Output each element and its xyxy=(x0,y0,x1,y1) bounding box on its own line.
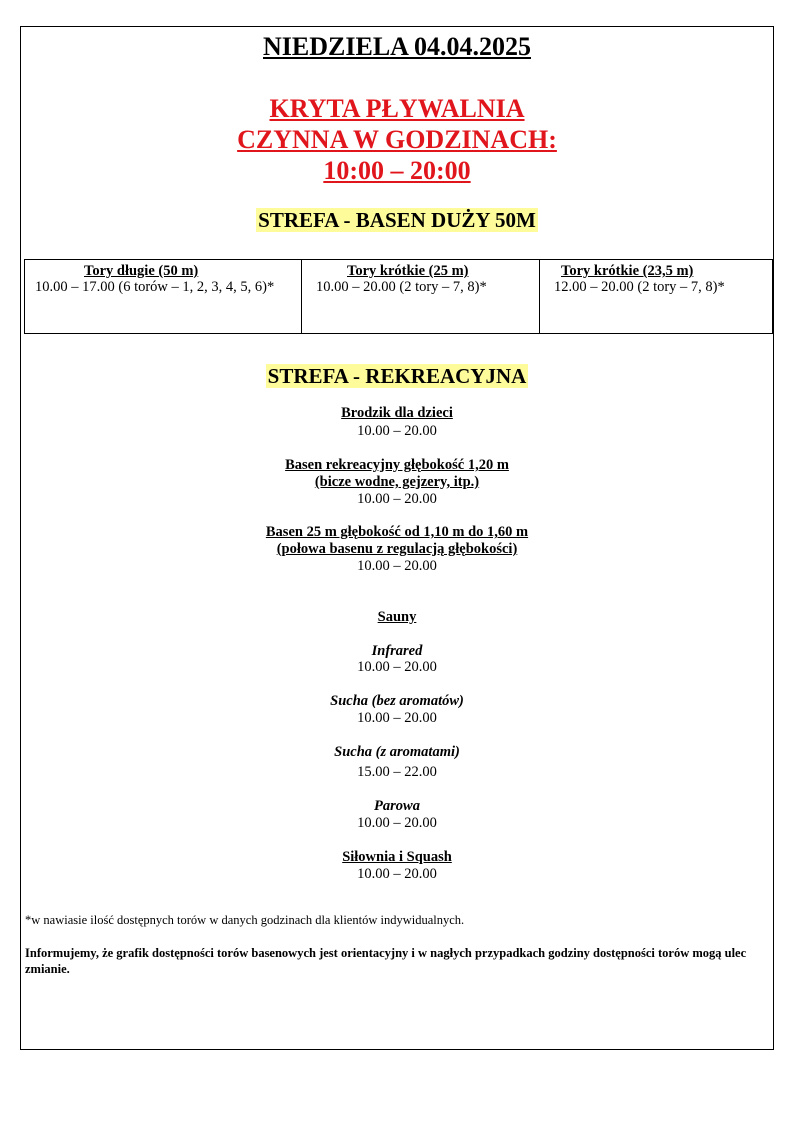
sauna-hours: 15.00 – 22.00 xyxy=(357,764,437,780)
sauna-hours: 10.00 – 20.00 xyxy=(357,815,437,831)
item-hours: 10.00 – 20.00 xyxy=(357,558,437,574)
pool-title: KRYTA PŁYWALNIA xyxy=(269,94,525,123)
lane-hours: 10.00 – 17.00 (6 torów – 1, 2, 3, 4, 5, 6)* xyxy=(35,279,275,295)
item-subtitle: (bicze wodne, gejzery, itp.) xyxy=(314,474,480,490)
opening-hours: 10:00 – 20:00 xyxy=(323,156,471,185)
lanes-cell-short-25 xyxy=(302,260,540,334)
lane-hours: 10.00 – 20.00 (2 tory – 7, 8)* xyxy=(316,279,487,295)
gym-title: Siłownia i Squash xyxy=(342,849,452,865)
item-hours: 10.00 – 20.00 xyxy=(357,491,437,507)
lane-title: Tory krótkie (23,5 m) xyxy=(561,263,694,279)
zone-recreation-heading xyxy=(21,364,773,389)
sauna-name: Parowa xyxy=(374,798,420,814)
item-subtitle: (połowa basenu z regulacją głębokości) xyxy=(276,541,518,557)
schedule-page xyxy=(20,26,774,1050)
gym-hours: 10.00 – 20.00 xyxy=(357,866,437,882)
footnote-lanes: *w nawiasie ilość dostępnych torów w danych godzinach dla klientów indywidualnych. xyxy=(25,913,465,927)
item-title: Basen 25 m głębokość od 1,10 m do 1,60 m xyxy=(265,524,529,540)
sauna-name: Sucha (bez aromatów) xyxy=(330,693,464,709)
sauna-hours: 10.00 – 20.00 xyxy=(357,659,437,675)
lane-title: Tory krótkie (25 m) xyxy=(347,263,469,279)
lane-hours: 12.00 – 20.00 (2 tory – 7, 8)* xyxy=(554,279,725,295)
date-heading: NIEDZIELA 04.04.2025 xyxy=(263,32,531,61)
sauna-name: Sucha (z aromatami) xyxy=(334,744,460,760)
lane-title: Tory długie (50 m) xyxy=(84,263,199,279)
lanes-cell-short-23 xyxy=(540,260,773,334)
sauna-name: Infrared xyxy=(371,643,423,659)
item-title: Basen rekreacyjny głębokość 1,20 m xyxy=(285,457,509,473)
item-title: Brodzik dla dzieci xyxy=(341,405,453,421)
lanes-cell-long xyxy=(25,260,302,334)
zone-big-pool-heading xyxy=(21,208,773,233)
zone-recreation-title: STREFA - REKREACYJNA xyxy=(267,364,527,388)
opening-label: CZYNNA W GODZINACH: xyxy=(237,125,557,154)
footnote-disclaimer: Informujemy, że grafik dostępności torów basenowych jest orientacyjny i w nagłych przypadkach godziny dostępności torów mogą ulec zmianie. xyxy=(25,946,747,976)
zone-big-pool-title: STREFA - BASEN DUŻY 50M xyxy=(258,208,536,232)
saunas-title: Sauny xyxy=(377,609,417,625)
item-hours: 10.00 – 20.00 xyxy=(357,423,437,439)
sauna-hours: 10.00 – 20.00 xyxy=(357,710,437,726)
lanes-table xyxy=(24,259,773,334)
